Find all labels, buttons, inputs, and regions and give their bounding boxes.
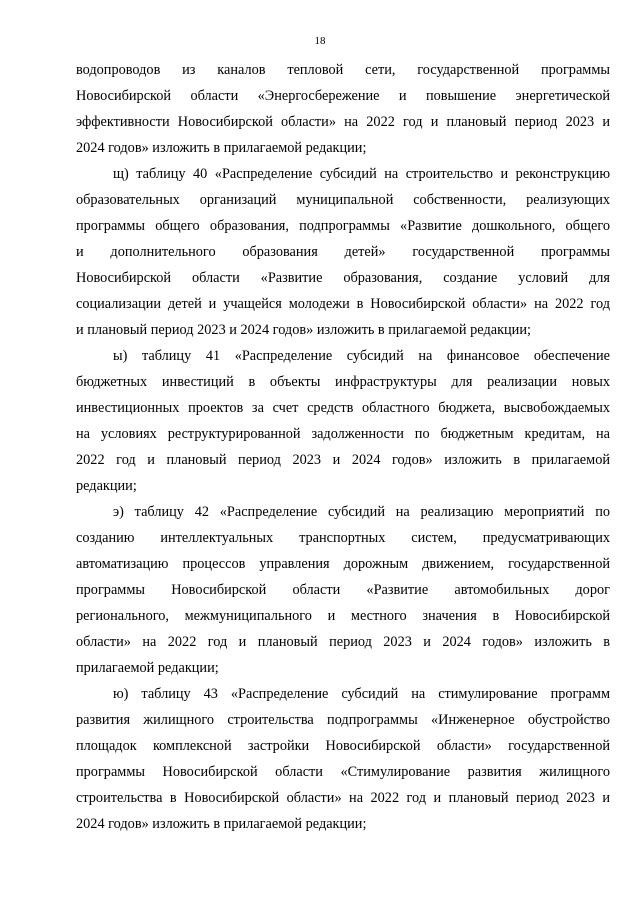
text-line: созданию интеллектуальных транспортных систем, предусматривающих bbox=[76, 530, 610, 546]
text-line: и плановый период 2023 и 2024 годов» изложить в прилагаемой редакции; bbox=[76, 322, 531, 338]
document-body bbox=[76, 57, 610, 837]
text-line: э) таблицу 42 «Распределение субсидий на реализацию мероприятий по bbox=[113, 504, 610, 520]
paragraph bbox=[76, 57, 610, 161]
text-line: программы Новосибирской области «Стимулирование развития жилищного bbox=[76, 764, 610, 780]
text-line: ю) таблицу 43 «Распределение субсидий на стимулирование программ bbox=[113, 686, 610, 702]
text-line: социализации детей и учащейся молодежи в Новосибирской области» на 2022 год bbox=[76, 296, 610, 312]
text-line: площадок комплексной застройки Новосибирской области» государственной bbox=[76, 738, 610, 754]
paragraph bbox=[76, 681, 610, 837]
text-line: ы) таблицу 41 «Распределение субсидий на финансовое обеспечение bbox=[113, 348, 610, 364]
text-line: строительства в Новосибирской области» на 2022 год и плановый период 2023 и bbox=[76, 790, 610, 806]
text-line: прилагаемой редакции; bbox=[76, 660, 219, 676]
text-line: редакции; bbox=[76, 478, 137, 494]
text-line: регионального, межмуниципального и местного значения в Новосибирской bbox=[76, 608, 610, 624]
text-line: 2024 годов» изложить в прилагаемой редакции; bbox=[76, 140, 367, 156]
text-line: программы общего образования, подпрограммы «Развитие дошкольного, общего bbox=[76, 218, 610, 234]
text-line: области» на 2022 год и плановый период 2023 и 2024 годов» изложить в bbox=[76, 634, 610, 650]
paragraph bbox=[76, 499, 610, 681]
paragraph bbox=[76, 343, 610, 499]
text-line: бюджетных инвестиций в объекты инфраструктуры для реализации новых bbox=[76, 374, 610, 390]
text-line: Новосибирской области «Энергосбережение и повышение энергетической bbox=[76, 88, 610, 104]
text-line: инвестиционных проектов за счет средств областного бюджета, высвобождаемых bbox=[76, 400, 610, 416]
page-number: 18 bbox=[314, 35, 326, 47]
text-line: водопроводов из каналов тепловой сети, государственной программы bbox=[76, 62, 610, 78]
text-line: 2022 год и плановый период 2023 и 2024 годов» изложить в прилагаемой bbox=[76, 452, 610, 468]
text-line: эффективности Новосибирской области» на 2022 год и плановый период 2023 и bbox=[76, 114, 610, 130]
text-line: Новосибирской области «Развитие образования, создание условий для bbox=[76, 270, 610, 286]
text-line: 2024 годов» изложить в прилагаемой редакции; bbox=[76, 816, 367, 832]
text-line: программы Новосибирской области «Развитие автомобильных дорог bbox=[76, 582, 610, 598]
text-line: развития жилищного строительства подпрограммы «Инженерное обустройство bbox=[76, 712, 610, 728]
text-line: на условиях реструктурированной задолженности по бюджетным кредитам, на bbox=[76, 426, 610, 442]
text-line: автоматизацию процессов управления дорожным движением, государственной bbox=[76, 556, 610, 572]
text-line: и дополнительного образования детей» государственной программы bbox=[76, 244, 610, 260]
text-line: щ) таблицу 40 «Распределение субсидий на строительство и реконструкцию bbox=[113, 166, 610, 182]
text-line: образовательных организаций муниципальной собственности, реализующих bbox=[76, 192, 610, 208]
paragraph bbox=[76, 161, 610, 343]
